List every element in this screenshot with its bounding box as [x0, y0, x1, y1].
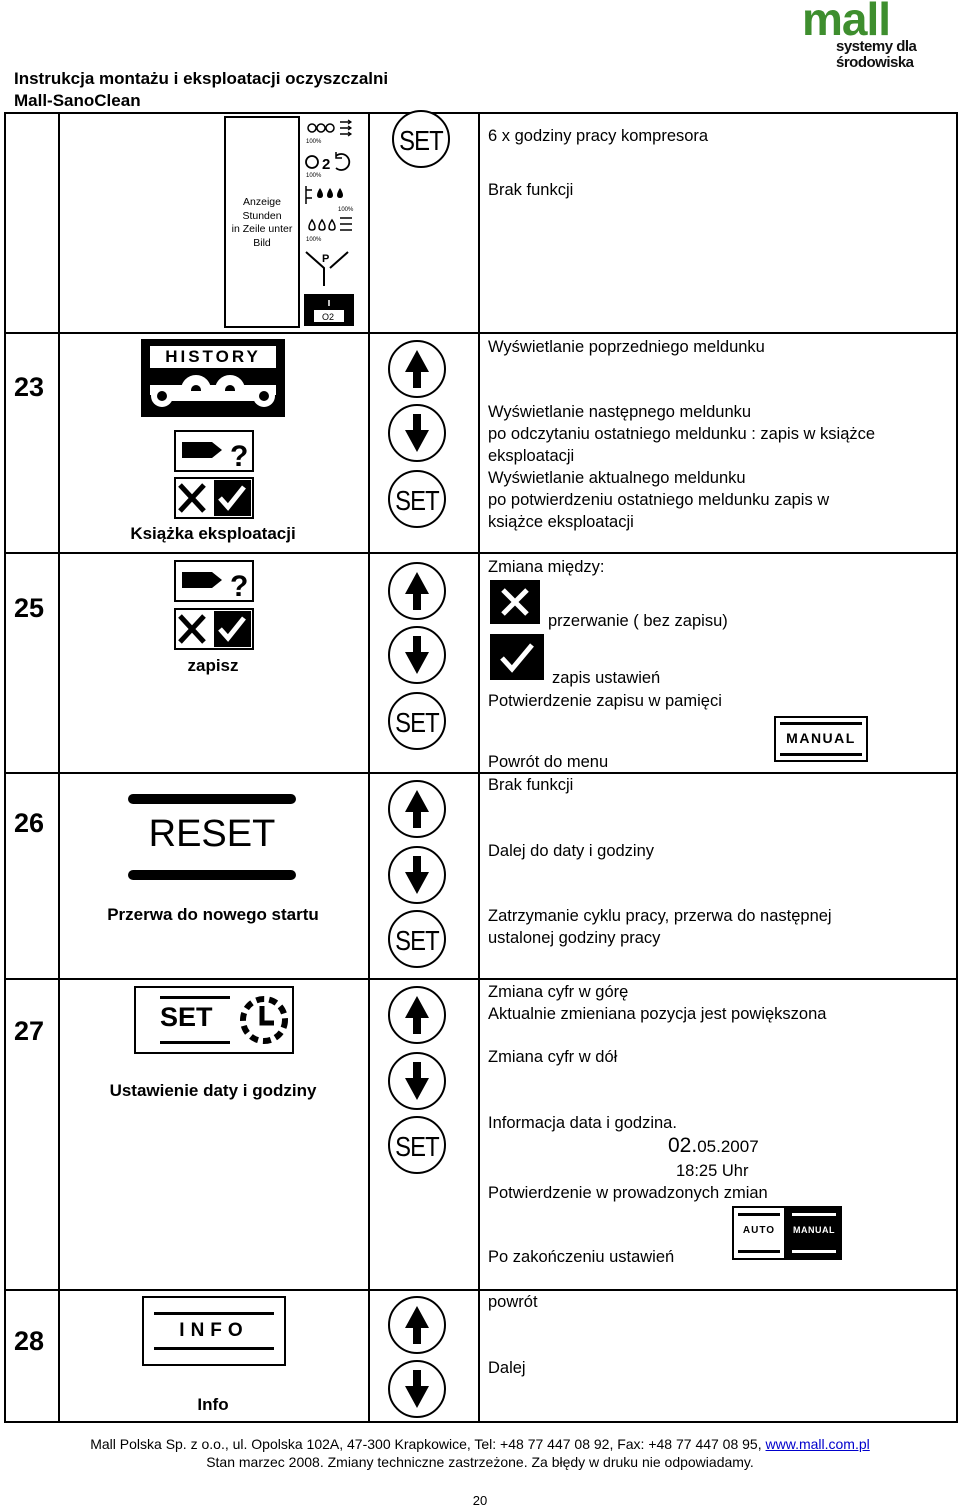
cancel-icon	[490, 580, 540, 624]
row-number: 28	[14, 1326, 45, 1356]
set-button-icon	[388, 692, 446, 750]
r26-line3: Zatrzymanie cyklu pracy, przerwa do następnej	[488, 907, 832, 925]
aeration-drops-icon	[308, 120, 351, 136]
r23-line5: Wyświetlanie aktualnego meldunku	[488, 469, 746, 487]
manual-icon	[786, 1206, 842, 1260]
set-button-icon	[388, 470, 446, 528]
reset-label: RESET	[148, 813, 276, 855]
empty-drops-icon	[309, 218, 352, 230]
cancel-confirm-icon	[174, 477, 254, 519]
row-caption: Przerwa do nowego startu	[107, 905, 319, 924]
svg-text:O2: O2	[322, 312, 335, 322]
set-label: SET	[395, 1131, 439, 1162]
r26-line1: Brak funkcji	[488, 776, 574, 794]
r27-line4: Informacja data i godzina.	[488, 1114, 677, 1132]
r27-time: 18:25 Uhr	[676, 1162, 749, 1180]
r27-date-rest: 05.2007	[697, 1137, 759, 1156]
oxygen-sensor-icon	[304, 294, 354, 326]
r25-option-cancel: przerwanie ( bez zapisu)	[548, 612, 728, 630]
history-tools-icon	[140, 338, 286, 418]
oxygen-cycle-icon	[306, 152, 349, 173]
footer-address	[0, 1436, 960, 1452]
footer-website-link[interactable]: www.mall.com.pl	[765, 1436, 870, 1452]
logo-word: mall	[802, 0, 891, 45]
r27-date-day: 02.	[668, 1134, 698, 1157]
reset-bottom-bar	[128, 870, 296, 880]
r27-date	[668, 1134, 759, 1158]
up-arrow-icon	[388, 562, 446, 620]
svg-text:100%: 100%	[306, 173, 322, 179]
row-number: 26	[14, 808, 45, 838]
reset-top-bar	[128, 794, 296, 804]
r23-line4: eksploatacji	[488, 447, 575, 465]
svg-text:100%: 100%	[306, 237, 322, 243]
row-caption: Książka eksploatacji	[130, 524, 296, 543]
svg-text:100%: 100%	[338, 207, 354, 213]
anzeige-box	[224, 116, 300, 328]
row-number: 23	[14, 372, 45, 402]
r25-option-save: zapis ustawień	[552, 669, 661, 687]
top-desc-2: Brak funkcji	[488, 181, 574, 199]
r27-line1: Zmiana cyfr w górę	[488, 983, 629, 1001]
anzeige-line: Bild	[253, 236, 271, 249]
set-label: SET	[395, 485, 439, 516]
info-label: INFO	[179, 1320, 249, 1341]
cancel-confirm-icon	[174, 608, 254, 650]
history-label: HISTORY	[165, 347, 261, 366]
confirm-icon	[490, 634, 544, 680]
r26-line2: Dalej do daty i godziny	[488, 842, 655, 860]
logo-sub2: środowiska	[836, 54, 914, 71]
anzeige-line: in Zeile unter	[231, 223, 293, 235]
down-arrow-icon	[388, 404, 446, 462]
pump-valve-icon	[306, 252, 348, 286]
mall-logo	[800, 0, 950, 72]
row-caption: Ustawienie daty i godziny	[109, 1081, 317, 1100]
document-subtitle: Mall-SanoClean	[14, 91, 141, 110]
filled-drops-icon	[306, 186, 343, 204]
r28-line1: powrót	[488, 1293, 538, 1311]
up-arrow-icon	[388, 1296, 446, 1354]
manual-label: MANUAL	[793, 1225, 835, 1235]
row-caption: zapisz	[187, 656, 239, 675]
set-clock-label: SET	[160, 1002, 213, 1032]
r27-line2: Aktualnie zmieniana pozycja jest powiększona	[488, 1005, 827, 1023]
svg-text:P: P	[322, 253, 330, 265]
anzeige-line: Stunden	[242, 209, 282, 222]
row-number: 25	[14, 593, 45, 623]
logbook-question-icon	[174, 560, 254, 602]
row-number: 27	[14, 1016, 45, 1046]
up-arrow-icon	[388, 340, 446, 398]
svg-text:?: ?	[230, 440, 249, 472]
set-clock-icon	[134, 986, 294, 1054]
down-arrow-icon	[388, 626, 446, 684]
set-label: SET	[395, 707, 439, 738]
set-label: SET	[395, 925, 439, 956]
auto-label: AUTO	[742, 1225, 776, 1236]
down-arrow-icon	[388, 1360, 446, 1418]
svg-text:100%: 100%	[306, 139, 322, 145]
page-number: 20	[472, 1493, 488, 1508]
top-desc-1: 6 x godziny pracy kompresora	[488, 127, 709, 145]
svg-text:2: 2	[322, 156, 331, 173]
logo-sub1: systemy dla	[836, 38, 917, 55]
set-button-icon	[388, 1116, 446, 1174]
info-icon	[142, 1296, 286, 1366]
anzeige-line: Anzeige	[243, 196, 281, 208]
r27-line5: Potwierdzenie w prowadzonych zmian	[488, 1184, 768, 1202]
auto-icon	[732, 1206, 786, 1260]
footer-address-text: Mall Polska Sp. z o.o., ul. Opolska 102A, 47-300 Krapkowice, Tel: +48 77 447 08 92, Fax: +48 77 447 08 95,	[90, 1436, 762, 1452]
set-button-icon	[388, 910, 446, 968]
set-button-icon	[392, 110, 450, 168]
r27-line3: Zmiana cyfr w dół	[488, 1048, 618, 1066]
svg-text:?: ?	[230, 570, 249, 602]
manual-label: MANUAL	[786, 730, 856, 746]
r25-line1: Zmiana między:	[488, 558, 605, 576]
clock-icon	[238, 994, 290, 1046]
manual-icon	[774, 716, 868, 762]
r23-line1: Wyświetlanie poprzedniego meldunku	[488, 338, 765, 356]
r28-line2: Dalej	[488, 1359, 526, 1377]
r23-line2: Wyświetlanie następnego meldunku	[488, 403, 752, 421]
r23-line6: po potwierdzeniu ostatniego meldunku zapis w	[488, 491, 830, 509]
up-arrow-icon	[388, 780, 446, 838]
status-icon-column	[302, 114, 358, 330]
r26-line4: ustalonej godziny pracy	[488, 929, 661, 947]
r23-line7: książce eksploatacji	[488, 513, 634, 531]
r23-line3: po odczytaniu ostatniego meldunku : zapis w książce	[488, 425, 876, 443]
r25-line2: Potwierdzenie zapisu w pamięci	[488, 692, 722, 710]
footer-disclaimer: Stan marzec 2008. Zmiany techniczne zastrzeżone. Za błędy w druku nie odpowiadamy.	[206, 1454, 754, 1470]
down-arrow-icon	[388, 846, 446, 904]
row-caption: Info	[197, 1395, 229, 1414]
up-arrow-icon	[388, 986, 446, 1044]
logbook-question-icon	[174, 430, 254, 472]
r27-line6: Po zakończeniu ustawień	[488, 1248, 675, 1266]
r25-line3: Powrót do menu	[488, 753, 609, 771]
set-label: SET	[399, 125, 443, 156]
document-title: Instrukcja montażu i eksploatacji oczyszczalni	[14, 69, 389, 88]
down-arrow-icon	[388, 1052, 446, 1110]
